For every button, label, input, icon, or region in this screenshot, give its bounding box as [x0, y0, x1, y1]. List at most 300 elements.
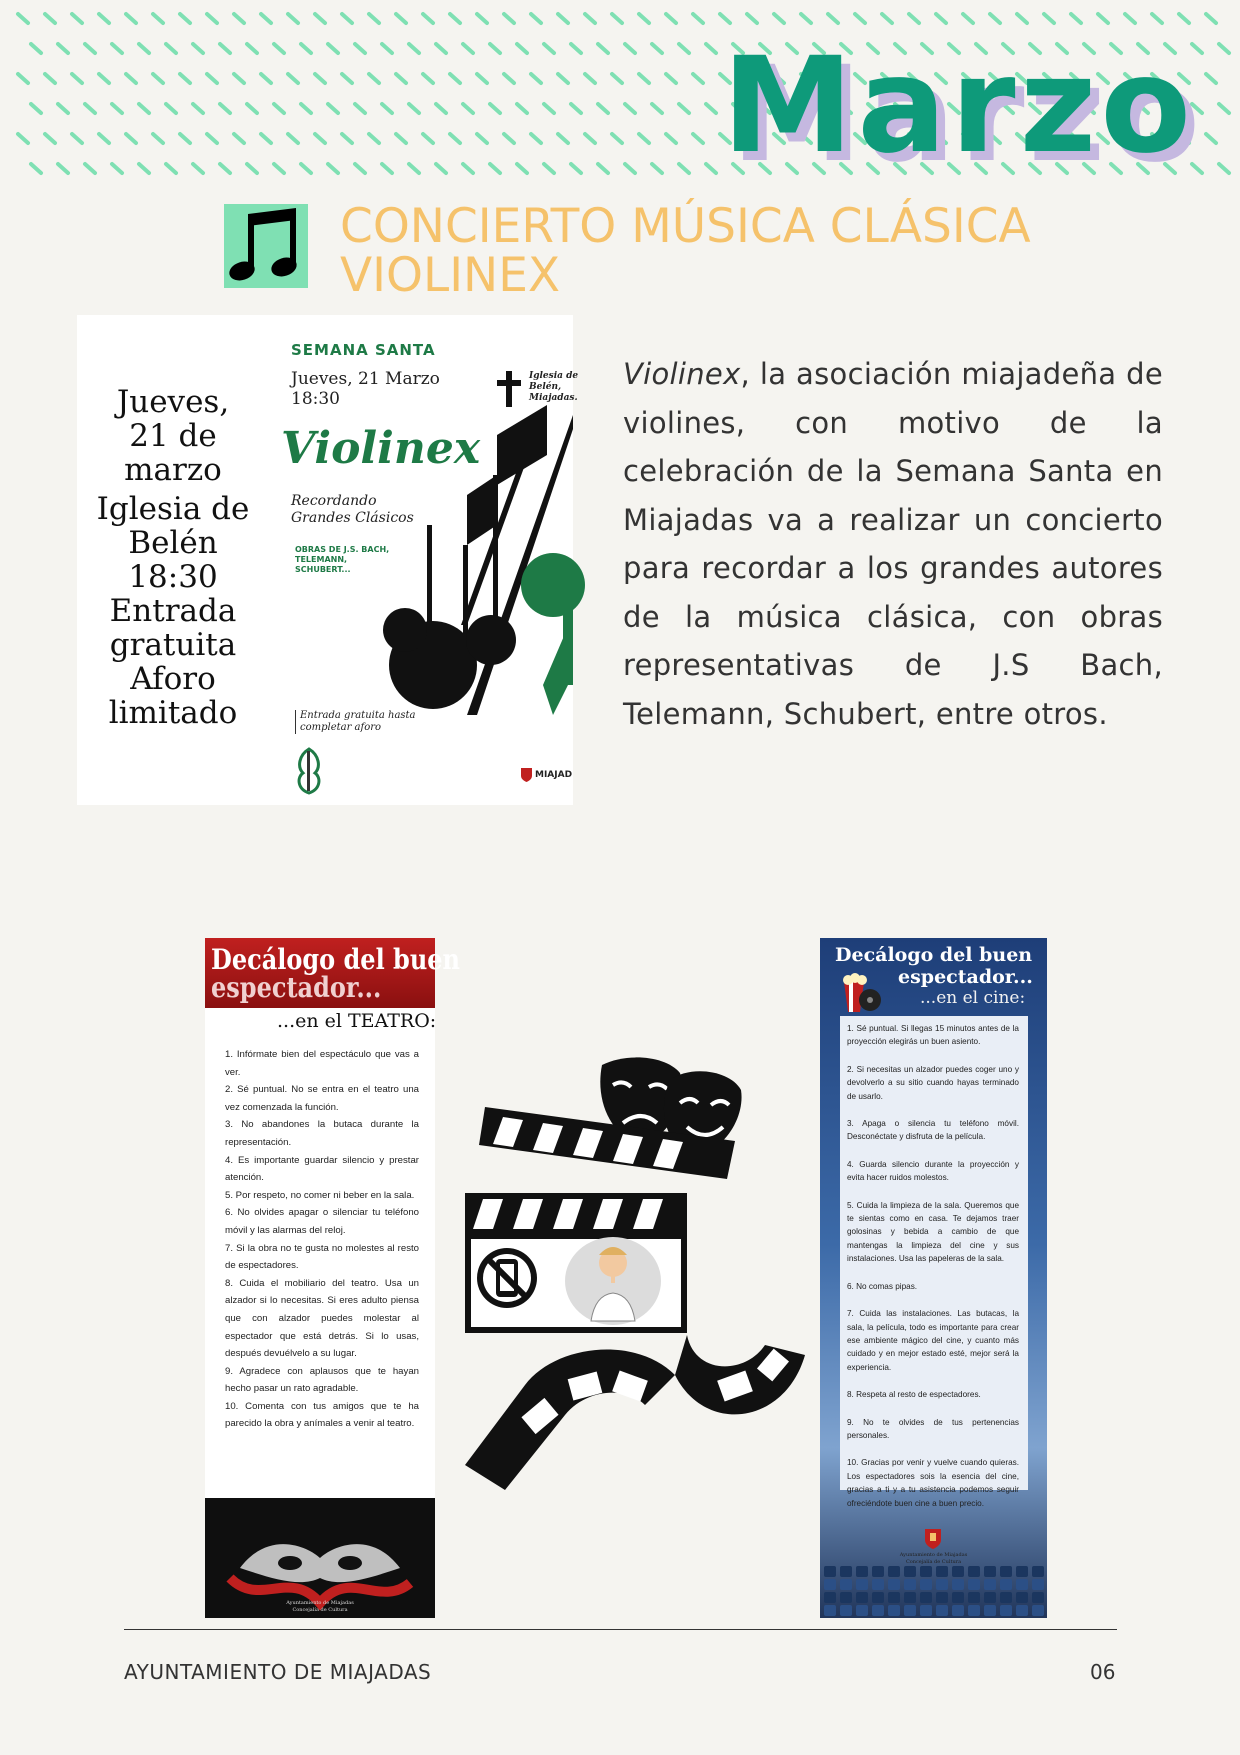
cinema-seat [968, 1579, 980, 1590]
pattern-dash [234, 134, 244, 143]
cinema-theater-illustration [465, 1045, 805, 1490]
pattern-dash [18, 14, 28, 23]
teatro-rule-item: 10. Comenta con tus amigos que te ha parecido la obra y anímales a venir al teatro. [225, 1400, 419, 1430]
cine-rule-item: 6. No comas pipas. [847, 1281, 918, 1291]
poster-left-line: 21 de marzo [124, 418, 222, 488]
pattern-dash [58, 44, 68, 53]
pattern-dash [45, 14, 55, 23]
cine-rule-item: 7. Cuida las instalaciones. Las butacas, la sala, la película, todo es importante para crear ese ambiente mágico del cine, y cuanto más cuidado y en mejor estado esté, mejor será la experiencia. [847, 1309, 1019, 1372]
teatro-rule-item: 5. Por respeto, no comer ni beber en la sala. [225, 1189, 415, 1201]
cine-rule-item: 1. Sé puntual. Si llegas 15 minutos antes de la proyección elegirás un buen asiento. [847, 1024, 1019, 1047]
pattern-dash [382, 44, 392, 53]
pattern-dash [261, 74, 271, 83]
cinema-seats-graphic [820, 1548, 1047, 1618]
pattern-dash [328, 164, 338, 173]
pattern-dash [220, 44, 230, 53]
pattern-dash [490, 44, 500, 53]
teatro-rule-item: 4. Es importante guardar silencio y prestar atención. [225, 1154, 419, 1184]
cinema-seat [904, 1566, 916, 1577]
pattern-dash [180, 134, 190, 143]
pattern-dash [31, 44, 41, 53]
pattern-dash [72, 134, 82, 143]
pattern-dash [612, 14, 622, 23]
pattern-dash [1017, 14, 1027, 23]
cinema-seat [840, 1605, 852, 1616]
pattern-dash [625, 44, 635, 53]
pattern-dash [517, 44, 527, 53]
decalogo-cine [820, 938, 1047, 1618]
cinema-seat [968, 1605, 980, 1616]
pattern-dash [1219, 44, 1229, 53]
pattern-dash [936, 14, 946, 23]
pattern-dash [855, 14, 865, 23]
pattern-dash [99, 134, 109, 143]
cinema-seat [968, 1592, 980, 1603]
cinema-seat [888, 1566, 900, 1577]
pattern-dash [544, 104, 554, 113]
pattern-dash [963, 14, 973, 23]
pattern-dash [463, 44, 473, 53]
cinema-seat [824, 1579, 836, 1590]
pattern-dash [436, 104, 446, 113]
pattern-dash [652, 44, 662, 53]
pattern-dash [571, 104, 581, 113]
pattern-dash [396, 14, 406, 23]
pattern-dash [234, 74, 244, 83]
poster-left-line: Jueves, [116, 384, 230, 420]
pattern-dash [571, 164, 581, 173]
pattern-dash [531, 134, 541, 143]
pattern-dash [463, 104, 473, 113]
pattern-dash [247, 44, 257, 53]
cinema-seat [936, 1579, 948, 1590]
pattern-dash [274, 164, 284, 173]
venetian-mask-icon [230, 1508, 410, 1608]
cine-rule-item: 3. Apaga o silencia tu teléfono móvil. Desconéctate y disfruta de la película. [847, 1119, 1019, 1142]
pattern-dash [1152, 14, 1162, 23]
cinema-seat [984, 1579, 996, 1590]
pattern-dash [166, 44, 176, 53]
pattern-dash [153, 134, 163, 143]
pattern-dash [652, 164, 662, 173]
cine-rule-item: 8. Respeta al resto de espectadores. [847, 1390, 981, 1400]
cinema-seat [824, 1605, 836, 1616]
cinema-seat [1016, 1566, 1028, 1577]
pattern-dash [207, 14, 217, 23]
pattern-dash [207, 74, 217, 83]
pattern-dash [193, 44, 203, 53]
pattern-dash [720, 14, 730, 23]
pattern-dash [355, 164, 365, 173]
section-title-line2: VIOLINEX [340, 248, 561, 303]
pattern-dash [747, 14, 757, 23]
teatro-rule-item: 2. Sé puntual. No se entra en el teatro una vez comenzada la función. [225, 1084, 419, 1113]
poster-semana-santa: SEMANA SANTA [291, 341, 436, 359]
pattern-dash [666, 74, 676, 83]
pattern-dash [58, 104, 68, 113]
pattern-dash [180, 74, 190, 83]
cine-footer-line: Ayuntamiento de Miajadas [899, 1552, 968, 1558]
pattern-dash [423, 74, 433, 83]
pattern-dash [477, 74, 487, 83]
pattern-dash [1206, 14, 1216, 23]
pattern-dash [126, 14, 136, 23]
pattern-dash [112, 164, 122, 173]
pattern-dash [409, 44, 419, 53]
no-phone-icon [477, 1248, 537, 1308]
section-title-line1: CONCIERTO MÚSICA CLÁSICA [340, 199, 1031, 254]
cinema-seat [1000, 1566, 1012, 1577]
pattern-dash [504, 134, 514, 143]
music-notes-graphic [367, 415, 573, 715]
month-title: Marzo [722, 29, 1196, 183]
cinema-seat [936, 1592, 948, 1603]
pattern-dash [585, 74, 595, 83]
pattern-dash [207, 134, 217, 143]
cinema-seat [856, 1605, 868, 1616]
pattern-dash [45, 134, 55, 143]
pattern-dash [544, 44, 554, 53]
cinema-seat [936, 1605, 948, 1616]
cinema-seat [872, 1566, 884, 1577]
teatro-rule-item: 8. Cuida el mobiliario del teatro. Usa un alzador si lo necesitas. Si eres adulto piensa que con alzador puedes molestar al espectador que está detrás. Si lo usas, después devuélvelo a su lugar. [225, 1277, 419, 1360]
pattern-dash [369, 74, 379, 83]
footer-divider [124, 1629, 1117, 1630]
poster-iglesia [529, 371, 578, 404]
pattern-dash [801, 14, 811, 23]
pattern-dash [288, 134, 298, 143]
teatro-rules-list [225, 1046, 419, 1433]
pattern-dash [220, 164, 230, 173]
pattern-dash [639, 134, 649, 143]
pattern-dash [1219, 104, 1229, 113]
cine-rule-item: 2. Si necesitas un alzador puedes coger uno y devolverlo a su sitio cuando hayas terminado de usarlo. [847, 1064, 1019, 1101]
pattern-dash [261, 14, 271, 23]
pattern-dash [166, 164, 176, 173]
cine-rule-item: 9. No te olvides de tus pertenencias personales. [847, 1417, 1019, 1440]
pattern-dash [1125, 14, 1135, 23]
teatro-footer-band [205, 1498, 435, 1618]
popcorn-film-icon [838, 972, 882, 1014]
cine-rule-item: 4. Guarda silencio durante la proyección y evita hacer ruidos molestos. [847, 1159, 1019, 1183]
cinema-seat [888, 1605, 900, 1616]
cinema-seat [1032, 1605, 1044, 1616]
poster-entrada [295, 710, 416, 734]
pattern-dash [706, 104, 716, 113]
poster-obras: OBRAS DE J.S. BACH, TELEMANN, SCHUBERT... [295, 545, 390, 574]
pattern-dash [1219, 164, 1229, 173]
pattern-dash [58, 164, 68, 173]
cinema-seat [840, 1566, 852, 1577]
teatro-title-line2: espectador... [211, 970, 382, 1004]
pattern-dash [153, 74, 163, 83]
pattern-dash [693, 134, 703, 143]
pattern-dash [301, 164, 311, 173]
cinema-seat [872, 1592, 884, 1603]
cinema-seat [1000, 1579, 1012, 1590]
teatro-rule-item: 9. Agradece con aplausos que te hayan hecho pasar un rato agradable. [225, 1365, 419, 1395]
pattern-dash [531, 74, 541, 83]
pattern-dash [85, 164, 95, 173]
pattern-dash [1098, 14, 1108, 23]
poster-left-line: Aforo [130, 661, 216, 697]
cinema-seat [936, 1566, 948, 1577]
pattern-dash [490, 104, 500, 113]
pattern-dash [990, 14, 1000, 23]
pattern-dash [774, 14, 784, 23]
pattern-dash [139, 164, 149, 173]
pattern-dash [409, 164, 419, 173]
poster-recordando-line: Recordando [291, 493, 377, 509]
pattern-dash [328, 44, 338, 53]
pattern-dash [355, 44, 365, 53]
poster-left-info [83, 492, 263, 730]
pattern-dash [1179, 14, 1189, 23]
cine-title-line1: Decálogo del buen [835, 944, 1033, 966]
pattern-dash [517, 164, 527, 173]
pattern-dash [625, 104, 635, 113]
coat-of-arms-icon [924, 1528, 942, 1550]
concert-description [623, 350, 1163, 738]
film-strip-icon [465, 1335, 805, 1490]
pattern-dash [585, 134, 595, 143]
cinema-seat [856, 1579, 868, 1590]
pattern-dash [315, 74, 325, 83]
pattern-dash [1044, 14, 1054, 23]
pattern-dash [679, 44, 689, 53]
pattern-dash [1206, 74, 1216, 83]
pattern-dash [598, 164, 608, 173]
poster-ayuntamiento: MIAJAD [535, 770, 573, 780]
pattern-dash [1206, 134, 1216, 143]
poster-left-date [83, 385, 263, 487]
pattern-dash [585, 14, 595, 23]
cinema-seat [840, 1592, 852, 1603]
poster-left-line: Belén [128, 525, 218, 561]
cinema-seat [920, 1605, 932, 1616]
pattern-dash [706, 164, 716, 173]
pattern-dash [99, 14, 109, 23]
pattern-dash [625, 164, 635, 173]
poster-left-line: Iglesia de [96, 491, 250, 527]
cinema-seat [904, 1579, 916, 1590]
pattern-dash [909, 14, 919, 23]
cinema-seat [1032, 1579, 1044, 1590]
poster-entrada-line: completar aforo [300, 722, 382, 733]
pattern-dash [436, 164, 446, 173]
pattern-dash [31, 104, 41, 113]
pattern-dash [531, 14, 541, 23]
pattern-dash [423, 134, 433, 143]
pattern-dash [639, 14, 649, 23]
poster-left-line: gratuita [109, 627, 237, 663]
pattern-dash [450, 14, 460, 23]
cinema-seat [888, 1592, 900, 1603]
pattern-dash [544, 164, 554, 173]
cinema-seat [952, 1605, 964, 1616]
pattern-dash [477, 14, 487, 23]
cine-footer-line: Concejalía de Cultura [905, 1559, 962, 1565]
pattern-dash [409, 104, 419, 113]
pattern-dash [342, 14, 352, 23]
cinema-seat [984, 1592, 996, 1603]
pattern-dash [693, 14, 703, 23]
teatro-title-line1: Decálogo del buen [211, 942, 460, 976]
pattern-dash [274, 104, 284, 113]
cinema-seat [856, 1592, 868, 1603]
pattern-dash [679, 104, 689, 113]
cine-subtitle: ...en el cine: [920, 988, 1026, 1008]
pattern-dash [18, 74, 28, 83]
poster-left-line: limitado [108, 695, 238, 731]
pattern-dash [99, 74, 109, 83]
pattern-dash [153, 14, 163, 23]
pattern-dash [882, 14, 892, 23]
pattern-dash [598, 104, 608, 113]
poster-time-line: 18:30 [291, 389, 340, 409]
pattern-dash [396, 134, 406, 143]
description-lead: Violinex [623, 357, 741, 391]
pattern-dash [1071, 14, 1081, 23]
pattern-dash [517, 104, 527, 113]
silence-person-icon [565, 1237, 661, 1325]
pattern-dash [126, 134, 136, 143]
pattern-dash [274, 44, 284, 53]
pattern-dash [369, 134, 379, 143]
pattern-dash [234, 14, 244, 23]
cinema-seat [872, 1605, 884, 1616]
pattern-dash [247, 164, 257, 173]
pattern-dash [288, 14, 298, 23]
pattern-dash [652, 104, 662, 113]
cinema-seat [888, 1579, 900, 1590]
cinema-seat [824, 1592, 836, 1603]
pattern-dash [220, 104, 230, 113]
description-body: , la asociación miajadeña de violines, con motivo de la celebración de la Semana Santa en Miajadas va a realizar un concierto para recordar a los grandes autores de la música clásica, con obras representativas de J.S Bach, Telemann, Schubert, entre otros. [623, 357, 1163, 731]
cinema-seat [904, 1605, 916, 1616]
pattern-dash [706, 44, 716, 53]
cine-rules-list [847, 1022, 1019, 1524]
pattern-dash [612, 134, 622, 143]
pattern-dash [45, 74, 55, 83]
poster-iglesia-line: Miajadas. [529, 393, 578, 403]
footer-organization: AYUNTAMIENTO DE MIAJADAS [124, 1660, 432, 1684]
pattern-dash [369, 14, 379, 23]
cine-rule-item: 10. Gracias por venir y vuelve cuando quieras. Los espectadores sois la esencia del cine, gracias a ti y a tu asistencia podemos seguir ofreciéndote buen cine a buen precio. [847, 1458, 1019, 1508]
pattern-dash [261, 134, 271, 143]
cinema-seat [952, 1566, 964, 1577]
cinema-seat [1032, 1592, 1044, 1603]
pattern-dash [558, 74, 568, 83]
teatro-rule-item: 6. No olvides apagar o silenciar tu teléfono móvil y las alarmas del reloj. [225, 1207, 419, 1236]
pattern-dash [504, 14, 514, 23]
cinema-seat [840, 1579, 852, 1590]
poster-date [291, 369, 440, 409]
cinema-seat [984, 1566, 996, 1577]
pattern-dash [355, 104, 365, 113]
poster-date-line: Jueves, 21 Marzo [291, 369, 440, 389]
violinex-logo-icon [289, 745, 329, 795]
pattern-dash [450, 134, 460, 143]
teatro-footer-line: Concejalía de Cultura [292, 1607, 348, 1613]
cinema-seat [1016, 1579, 1028, 1590]
pattern-dash [112, 44, 122, 53]
pattern-dash [85, 44, 95, 53]
poster-recordando-line: Grandes Clásicos [291, 510, 414, 526]
cine-title-line2: espectador... [898, 966, 1033, 988]
pattern-dash [571, 44, 581, 53]
pattern-dash [288, 74, 298, 83]
pattern-dash [315, 134, 325, 143]
pattern-dash [693, 74, 703, 83]
poster-entrada-line: Entrada gratuita hasta [300, 710, 416, 721]
cinema-seat [952, 1592, 964, 1603]
pattern-dash [463, 164, 473, 173]
pattern-dash [558, 134, 568, 143]
cinema-seat [1016, 1605, 1028, 1616]
cinema-seat [920, 1566, 932, 1577]
decalogo-teatro [205, 938, 460, 1618]
pattern-dash [598, 44, 608, 53]
teatro-footer-line: Ayuntamiento de Miajadas [286, 1600, 354, 1606]
pattern-dash [112, 104, 122, 113]
pattern-dash [382, 164, 392, 173]
cine-rule-item: 5. Cuida la limpieza de la sala. Queremos que te sientas como en casa. Te dejamos traer golosinas y bebida a cambio de que mantengas la limpieza del cine y sus instalaciones. Usa las papeleras de la sala. [847, 1200, 1019, 1264]
cinema-seat [920, 1579, 932, 1590]
pattern-dash [612, 74, 622, 83]
pattern-dash [342, 134, 352, 143]
cinema-seat [952, 1579, 964, 1590]
cinema-seat [824, 1566, 836, 1577]
cinema-seat [1000, 1592, 1012, 1603]
pattern-dash [666, 14, 676, 23]
cinema-seat [1000, 1605, 1012, 1616]
cinema-seat [1016, 1592, 1028, 1603]
teatro-rule-item: 1. Infórmate bien del espectáculo que vas a ver. [225, 1049, 419, 1078]
poster-left-line: Entrada [109, 593, 237, 629]
pattern-dash [639, 74, 649, 83]
poster-iglesia-line: Iglesia de [529, 371, 579, 381]
page-number: 06 [1090, 1660, 1116, 1684]
pattern-dash [126, 74, 136, 83]
pattern-dash [31, 164, 41, 173]
pattern-dash [828, 14, 838, 23]
pattern-dash [315, 14, 325, 23]
pattern-dash [679, 164, 689, 173]
cinema-seat [984, 1605, 996, 1616]
pattern-dash [504, 74, 514, 83]
pattern-dash [423, 14, 433, 23]
pattern-dash [342, 74, 352, 83]
pattern-dash [85, 104, 95, 113]
coat-of-arms-icon [520, 767, 533, 783]
pattern-dash [166, 104, 176, 113]
cinema-seat [920, 1592, 932, 1603]
pattern-dash [396, 74, 406, 83]
pattern-dash [180, 14, 190, 23]
pattern-dash [139, 104, 149, 113]
poster-violinex-title: Violinex [281, 423, 481, 474]
pattern-dash [477, 134, 487, 143]
teatro-rule-item: 3. No abandones la butaca durante la representación. [225, 1119, 419, 1148]
pattern-dash [558, 14, 568, 23]
pattern-dash [18, 134, 28, 143]
pattern-dash [450, 74, 460, 83]
cinema-seat [872, 1579, 884, 1590]
pattern-dash [193, 164, 203, 173]
cinema-seat [856, 1566, 868, 1577]
pattern-dash [247, 104, 257, 113]
